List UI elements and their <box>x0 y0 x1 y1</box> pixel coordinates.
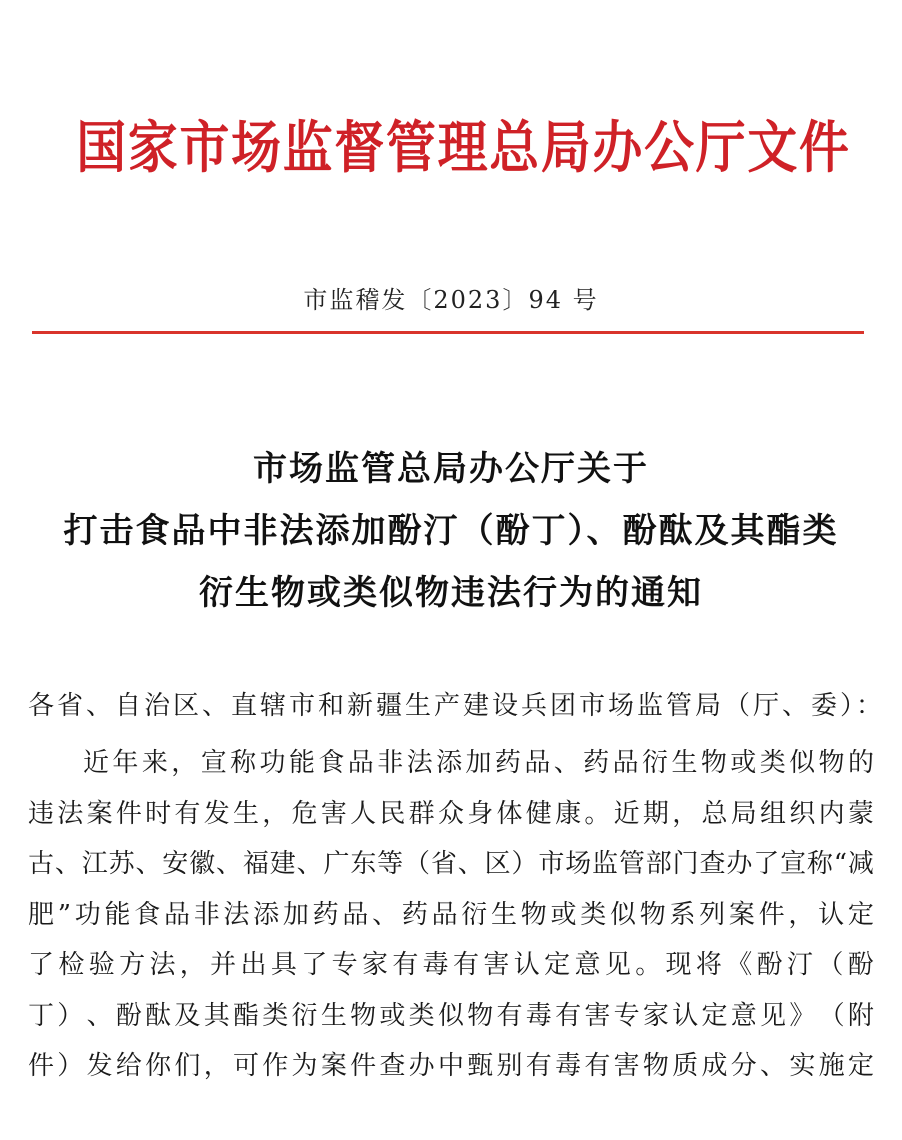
body-char: 件 <box>758 899 785 930</box>
body-char: 等 <box>377 849 404 879</box>
body-char: 物 <box>818 748 845 778</box>
body-char: 方 <box>119 950 146 980</box>
body-char: 、 <box>216 849 243 879</box>
body-char: 、 <box>296 849 323 879</box>
body-char: 检 <box>58 950 85 980</box>
body-char: 案 <box>86 798 113 829</box>
body-char: 门 <box>672 849 699 879</box>
body-char: 品 <box>163 899 190 930</box>
body-char: 功 <box>259 748 286 778</box>
body-char: 生 <box>671 748 698 778</box>
body-char: 办 <box>408 1051 435 1081</box>
body-char: 物 <box>467 1000 494 1031</box>
body-char: 广 <box>323 849 350 879</box>
body-char: 危 <box>291 798 318 829</box>
body-char: 见 <box>760 1000 787 1031</box>
body-char: ， <box>262 798 289 829</box>
body-char: 、 <box>135 849 162 879</box>
body-char: 出 <box>240 950 267 980</box>
body-char: 丁 <box>28 1000 55 1031</box>
body-char: 物 <box>642 1051 669 1081</box>
body-char: 成 <box>701 1051 728 1081</box>
body-char: 品 <box>347 748 374 778</box>
body-char: ） <box>57 1000 84 1031</box>
body-char: 物 <box>700 748 727 778</box>
body-char: （ <box>818 1000 845 1031</box>
body-char: 定 <box>544 950 571 980</box>
body-char: 现 <box>665 950 692 980</box>
body-char: 办 <box>726 849 753 879</box>
body-char: 并 <box>210 950 237 980</box>
body-char: 案 <box>320 1051 347 1081</box>
body-char: 具 <box>270 950 297 980</box>
notice-title-line: 打击食品中非法添加酚汀（酚丁）、酚酞及其酯类 <box>63 511 839 551</box>
body-char: 害 <box>584 1000 611 1031</box>
body-char: 害 <box>483 950 510 980</box>
body-char: 市 <box>538 849 565 879</box>
body-char: 法 <box>57 798 84 829</box>
body-char: 非 <box>377 748 404 778</box>
body-char: 或 <box>730 748 757 778</box>
body-char: 列 <box>699 899 726 930</box>
body-char: 质 <box>672 1051 699 1081</box>
body-char: 件 <box>115 798 142 829</box>
red-divider-line <box>32 331 864 334</box>
body-char: 类 <box>580 899 607 930</box>
body-char: 称 <box>230 748 257 778</box>
body-char: 物 <box>350 1000 377 1031</box>
body-char: 》 <box>789 1000 816 1031</box>
body-char: 来 <box>141 748 168 778</box>
body-char: ， <box>171 748 198 778</box>
body-char: 添 <box>436 748 463 778</box>
body-char: 古 <box>28 849 55 879</box>
body-char: 酞 <box>145 1000 172 1031</box>
body-char: ” <box>57 899 72 930</box>
body-paragraph <box>28 738 874 1092</box>
body-char: ） <box>57 1051 84 1081</box>
body-char: 品 <box>431 899 458 930</box>
body-char: 了 <box>301 950 328 980</box>
body-char: 、 <box>86 1000 113 1031</box>
body-char: 附 <box>847 1000 874 1031</box>
body-char: 或 <box>550 899 577 930</box>
body-char: 其 <box>203 1000 230 1031</box>
body-line <box>28 738 874 789</box>
body-char: 给 <box>115 1051 142 1081</box>
body-char: 你 <box>145 1051 172 1081</box>
body-char: 宣 <box>780 849 807 879</box>
body-char: 似 <box>437 1000 464 1031</box>
body-char: 案 <box>728 899 755 930</box>
body-line <box>28 940 874 991</box>
body-char: 。 <box>635 950 662 980</box>
body-char: 加 <box>282 899 309 930</box>
body-char: 功 <box>74 899 101 930</box>
body-char: 徽 <box>189 849 216 879</box>
body-char: 非 <box>193 899 220 930</box>
body-char: 认 <box>818 899 845 930</box>
body-char: 年 <box>112 748 139 778</box>
body-line <box>28 839 874 890</box>
body-char: 近 <box>613 798 640 829</box>
body-char: 人 <box>350 798 377 829</box>
body-char: 家 <box>361 950 388 980</box>
notice-title-line: 衍生物或类似物违法行为的通知 <box>199 573 703 613</box>
body-char: 件 <box>350 1051 377 1081</box>
body-char: 有 <box>525 1051 552 1081</box>
body-line <box>28 890 874 941</box>
body-char: 。 <box>584 798 611 829</box>
body-char: 专 <box>331 950 358 980</box>
body-char: 害 <box>320 798 347 829</box>
body-char: 建 <box>269 849 296 879</box>
body-char: 总 <box>701 798 728 829</box>
body-char: 衍 <box>461 899 488 930</box>
body-char: 场 <box>565 849 592 879</box>
body-char: 施 <box>818 1051 845 1081</box>
body-char: 意 <box>730 1000 757 1031</box>
body-char: 件 <box>28 1051 55 1081</box>
body-char: 害 <box>613 1051 640 1081</box>
body-char: 衍 <box>291 1000 318 1031</box>
body-char: 江 <box>81 849 108 879</box>
body-char: 品 <box>524 748 551 778</box>
body-char: 汀 <box>786 950 813 980</box>
body-char: 、 <box>54 849 81 879</box>
body-char: 或 <box>379 1000 406 1031</box>
body-char: 省 <box>430 849 457 879</box>
body-char: 健 <box>525 798 552 829</box>
body-char: 定 <box>847 1051 874 1081</box>
body-char: 作 <box>262 1051 289 1081</box>
body-char: 食 <box>318 748 345 778</box>
body-char: 生 <box>320 1000 347 1031</box>
body-char: 将 <box>695 950 722 980</box>
body-char: 毒 <box>525 1000 552 1031</box>
body-char: 甄 <box>467 1051 494 1081</box>
body-char: 有 <box>392 950 419 980</box>
body-char: 有 <box>584 1051 611 1081</box>
body-char: 认 <box>513 950 540 980</box>
body-char: 宣 <box>200 748 227 778</box>
body-char: 区 <box>484 849 511 879</box>
body-char: 认 <box>672 1000 699 1031</box>
body-char: 身 <box>467 798 494 829</box>
body-char: 药 <box>401 899 428 930</box>
body-char: 法 <box>149 950 176 980</box>
body-char: 们 <box>174 1051 201 1081</box>
body-char: 毒 <box>555 1051 582 1081</box>
body-char: 酚 <box>756 950 783 980</box>
body-char: 物 <box>639 899 666 930</box>
body-char: 近 <box>83 748 110 778</box>
body-char: 期 <box>642 798 669 829</box>
body-char: 定 <box>701 1000 728 1031</box>
body-char: 安 <box>162 849 189 879</box>
body-char: 东 <box>350 849 377 879</box>
body-char: 了 <box>753 849 780 879</box>
body-char: 局 <box>730 798 757 829</box>
body-char: 实 <box>789 1051 816 1081</box>
body-char: “ <box>833 849 848 879</box>
body-char: 能 <box>104 899 131 930</box>
body-line <box>28 789 874 840</box>
body-char: 、 <box>372 899 399 930</box>
notice-title-line: 市场监管总局办公厅关于 <box>253 449 649 489</box>
body-char: 药 <box>583 748 610 778</box>
body-char: ， <box>672 798 699 829</box>
body-char: 组 <box>760 798 787 829</box>
body-char: 药 <box>312 899 339 930</box>
body-char: 意 <box>574 950 601 980</box>
body-char: 、 <box>553 748 580 778</box>
body-char: 见 <box>604 950 631 980</box>
body-char: 酚 <box>847 950 874 980</box>
body-char: 系 <box>669 899 696 930</box>
body-char: 验 <box>88 950 115 980</box>
body-line <box>28 991 874 1042</box>
body-char: 部 <box>645 849 672 879</box>
body-char: 似 <box>789 748 816 778</box>
body-char: 类 <box>262 1000 289 1031</box>
document-number: 市监稽发〔2023〕94 号 <box>303 286 599 314</box>
body-char: 民 <box>379 798 406 829</box>
body-char: 类 <box>408 1000 435 1031</box>
body-char: 加 <box>465 748 492 778</box>
body-char: ， <box>203 1051 230 1081</box>
body-char: 及 <box>174 1000 201 1031</box>
body-char: 福 <box>242 849 269 879</box>
body-char: 查 <box>379 1051 406 1081</box>
body-char: 肥 <box>28 899 55 930</box>
body-char: 能 <box>288 748 315 778</box>
body-char: 为 <box>291 1051 318 1081</box>
body-char: 有 <box>496 1000 523 1031</box>
body-char: 时 <box>145 798 172 829</box>
body-char: 有 <box>555 1000 582 1031</box>
body-char: 似 <box>609 899 636 930</box>
body-char: 别 <box>496 1051 523 1081</box>
body-char: 监 <box>592 849 619 879</box>
body-char: 群 <box>408 798 435 829</box>
body-char: 管 <box>618 849 645 879</box>
body-char: 有 <box>174 798 201 829</box>
body-char: 康 <box>555 798 582 829</box>
body-line <box>28 1041 874 1092</box>
body-char: 类 <box>759 748 786 778</box>
body-char: 《 <box>726 950 753 980</box>
body-char: 可 <box>232 1051 259 1081</box>
body-char: 药 <box>494 748 521 778</box>
body-char: 定 <box>847 899 874 930</box>
body-char: 品 <box>342 899 369 930</box>
body-char: 体 <box>496 798 523 829</box>
body-char: 法 <box>223 899 250 930</box>
body-char: 生 <box>232 798 259 829</box>
body-char: 减 <box>847 849 874 879</box>
body-char: ） <box>511 849 538 879</box>
body-char: 食 <box>134 899 161 930</box>
body-char: ， <box>788 899 815 930</box>
body-char: 中 <box>437 1051 464 1081</box>
body-char: 衍 <box>642 748 669 778</box>
body-char: （ <box>404 849 431 879</box>
body-char: 品 <box>612 748 639 778</box>
body-char: 、 <box>457 849 484 879</box>
body-char: 有 <box>453 950 480 980</box>
document-header-title: 国家市场监督管理总局办公厅文件 <box>76 115 851 181</box>
body-char: 违 <box>28 798 55 829</box>
body-char: 酚 <box>115 1000 142 1031</box>
body-char: （ <box>817 950 844 980</box>
body-char: 查 <box>699 849 726 879</box>
body-char: 蒙 <box>847 798 874 829</box>
body-char: 发 <box>203 798 230 829</box>
body-char: 物 <box>520 899 547 930</box>
body-char: 众 <box>437 798 464 829</box>
body-char: 添 <box>253 899 280 930</box>
body-char: 称 <box>806 849 833 879</box>
body-char: ， <box>179 950 206 980</box>
body-char: 织 <box>789 798 816 829</box>
body-char: 、 <box>760 1051 787 1081</box>
body-char: 家 <box>642 1000 669 1031</box>
body-char: 专 <box>613 1000 640 1031</box>
notice-title <box>0 438 902 624</box>
body-char: 了 <box>28 950 55 980</box>
body-char: 的 <box>847 748 874 778</box>
body-char: 内 <box>818 798 845 829</box>
body-char: 法 <box>406 748 433 778</box>
body-char: 分 <box>730 1051 757 1081</box>
body-char: 酯 <box>232 1000 259 1031</box>
body-char: 苏 <box>108 849 135 879</box>
body-char: 毒 <box>422 950 449 980</box>
body-char: 生 <box>491 899 518 930</box>
salutation: 各省、自治区、直辖市和新疆生产建设兵团市场监管局（厅、委）： <box>28 691 886 721</box>
body-char: 发 <box>86 1051 113 1081</box>
